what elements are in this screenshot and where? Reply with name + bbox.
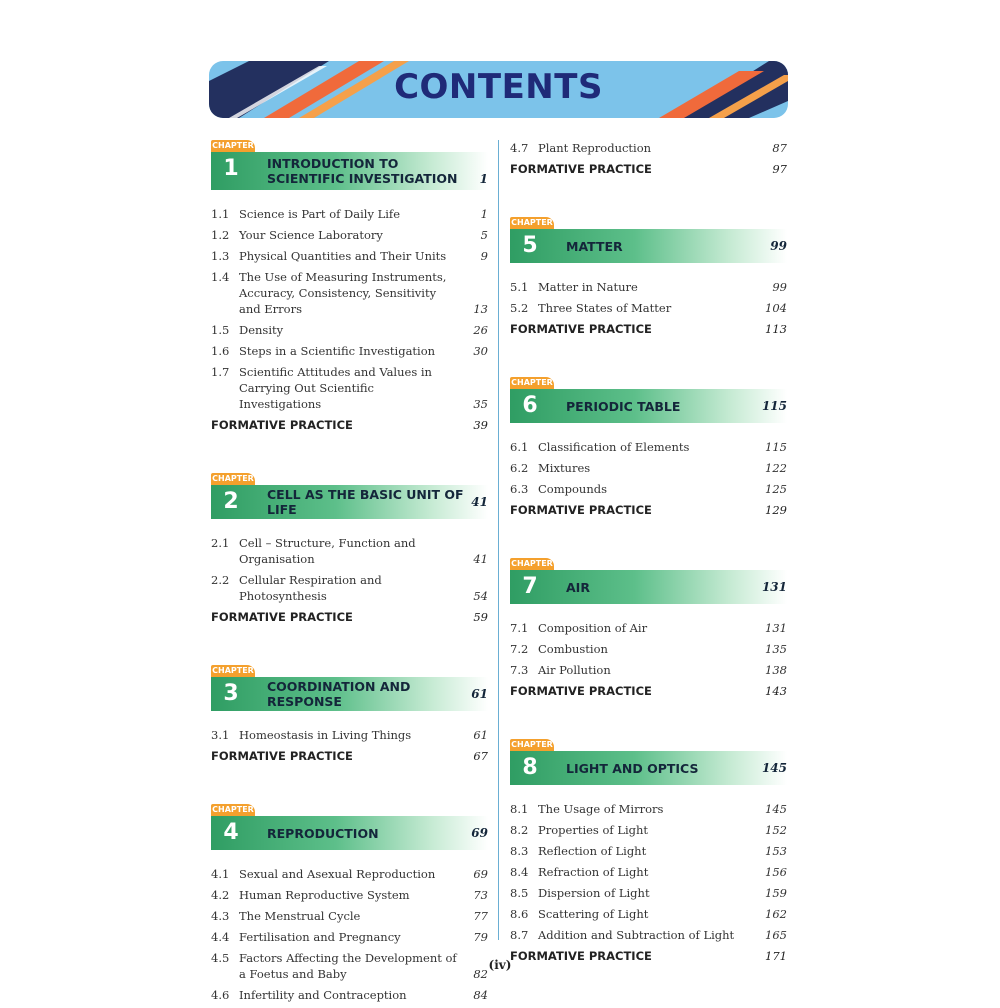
section-title: Mixtures (538, 461, 591, 475)
section-entry (211, 248, 488, 264)
section-page: 61 (473, 728, 488, 742)
section-entry (211, 866, 488, 882)
section-page: 87 (772, 141, 787, 155)
chapter-page: 145 (761, 761, 787, 775)
section-title: The Menstrual Cycle (239, 909, 361, 923)
chapter-page: 131 (761, 580, 787, 594)
section-number: 4.6 (211, 988, 230, 1002)
page-title: CONTENTS (394, 67, 603, 107)
section-page: 13 (473, 302, 488, 316)
section-page: 138 (765, 663, 787, 677)
section-number: 8.6 (510, 907, 529, 921)
section-entry (211, 206, 488, 222)
column-divider (498, 140, 499, 940)
section-title: Fertilisation and Pregnancy (239, 930, 401, 944)
chapter-header-7 (510, 558, 787, 608)
section-entry (211, 929, 488, 945)
chapter-tag: CHAPTER (511, 378, 553, 387)
section-number: 4.7 (510, 141, 529, 155)
chapter-header-8 (510, 739, 787, 789)
section-page: 104 (765, 301, 787, 315)
chapter-page: 99 (770, 239, 787, 253)
section-number: 1.4 (211, 270, 230, 284)
section-title: Plant Reproduction (538, 141, 652, 155)
section-number: 8.7 (510, 928, 529, 942)
section-number: 4.2 (211, 888, 230, 902)
formative-practice-label: FORMATIVE PRACTICE (211, 610, 353, 624)
section-entry (510, 906, 787, 922)
formative-practice-page: 97 (772, 162, 787, 176)
formative-practice-entry (211, 748, 488, 764)
section-number: 1.1 (211, 207, 230, 221)
section-number: 7.3 (510, 663, 529, 677)
section-page: 159 (765, 886, 787, 900)
section-entry (510, 885, 787, 901)
section-page: 30 (473, 344, 488, 358)
section-number: 4.4 (211, 930, 230, 944)
section-title: Your Science Laboratory (239, 228, 383, 242)
section-title: Addition and Subtraction of Light (538, 928, 735, 942)
section-title: Classification of Elements (538, 440, 690, 454)
chapter-title: INTRODUCTION TO SCIENTIFIC INVESTIGATION (267, 156, 458, 186)
section-page: 84 (473, 988, 488, 1002)
section-title: Scientific Attitudes and Values in Carrying Out Scientific Investigations (239, 365, 432, 411)
formative-practice-page: 59 (473, 610, 488, 624)
chapter-title: MATTER (566, 238, 623, 254)
section-title: Compounds (538, 482, 607, 496)
section-number: 2.2 (211, 573, 230, 587)
formative-practice-label: FORMATIVE PRACTICE (211, 418, 353, 432)
spacer (510, 518, 787, 558)
chapter-number: 3 (223, 681, 239, 706)
spacer (211, 764, 488, 804)
section-number: 6.2 (510, 461, 529, 475)
section-number: 3.1 (211, 728, 230, 742)
formative-practice-entry (211, 417, 488, 433)
spacer (510, 337, 787, 377)
section-page: 165 (765, 928, 787, 942)
section-entry (510, 662, 787, 678)
section-entry (211, 908, 488, 924)
chapter-title: AIR (566, 579, 590, 595)
section-number: 5.1 (510, 280, 529, 294)
section-entry (211, 343, 488, 359)
section-page: 9 (480, 249, 488, 263)
page-number: (iv) (488, 958, 512, 972)
section-title: Steps in a Scientific Investigation (239, 344, 436, 358)
section-entry (211, 572, 488, 604)
spacer (211, 433, 488, 473)
section-page: 99 (772, 280, 787, 294)
section-entry (211, 887, 488, 903)
section-title: Factors Affecting the Development of a Foetus and Baby (239, 951, 457, 981)
section-page: 35 (473, 397, 488, 411)
section-page: 73 (473, 888, 488, 902)
formative-practice-page: 129 (765, 503, 787, 517)
section-title: Homeostasis in Living Things (239, 728, 412, 742)
section-title: Density (239, 323, 284, 337)
formative-practice-entry (510, 161, 787, 177)
section-title: The Usage of Mirrors (538, 802, 664, 816)
chapter-tag: CHAPTER (212, 666, 254, 675)
section-page: 156 (765, 865, 787, 879)
section-entry (510, 822, 787, 838)
section-page: 145 (765, 802, 787, 816)
section-title: Infertility and Contraception (239, 988, 407, 1002)
formative-practice-label: FORMATIVE PRACTICE (211, 749, 353, 763)
section-entry (211, 987, 488, 1003)
section-number: 1.2 (211, 228, 230, 242)
section-title: Refraction of Light (538, 865, 649, 879)
chapter-tag: CHAPTER (511, 218, 553, 227)
section-page: 131 (765, 621, 787, 635)
formative-practice-entry (510, 502, 787, 518)
section-title: Dispersion of Light (538, 886, 650, 900)
formative-practice-label: FORMATIVE PRACTICE (510, 503, 652, 517)
chapter-header-3 (211, 665, 488, 715)
chapter-header-2 (211, 473, 488, 523)
section-number: 2.1 (211, 536, 230, 550)
chapter-title: CELL AS THE BASIC UNIT OF LIFE (267, 487, 464, 517)
section-page: 54 (473, 589, 488, 603)
section-page: 77 (473, 909, 488, 923)
section-entry (510, 460, 787, 476)
chapter-tag: CHAPTER (212, 141, 254, 150)
spacer (510, 271, 787, 279)
spacer (211, 719, 488, 727)
chapter-number: 8 (522, 755, 538, 780)
chapter-title: LIGHT AND OPTICS (566, 760, 699, 776)
left-column (211, 140, 488, 1008)
chapter-number: 7 (522, 574, 538, 599)
section-entry (510, 864, 787, 880)
formative-practice-label: FORMATIVE PRACTICE (510, 949, 652, 963)
spacer (510, 177, 787, 217)
section-page: 115 (765, 440, 787, 454)
section-number: 1.5 (211, 323, 230, 337)
section-title: Matter in Nature (538, 280, 638, 294)
section-page: 122 (765, 461, 787, 475)
formative-practice-label: FORMATIVE PRACTICE (510, 162, 652, 176)
chapter-page: 69 (471, 826, 488, 840)
section-number: 4.5 (211, 951, 230, 965)
section-entry (211, 227, 488, 243)
section-entry (510, 140, 787, 156)
section-entry (211, 269, 488, 317)
section-page: 1 (480, 207, 488, 221)
formative-practice-page: 67 (473, 749, 488, 763)
right-column (510, 140, 787, 964)
section-title: Composition of Air (538, 621, 648, 635)
section-entry (510, 481, 787, 497)
contents-banner (209, 61, 788, 118)
chapter-number: 4 (223, 820, 239, 845)
section-page: 152 (765, 823, 787, 837)
formative-practice-page: 143 (765, 684, 787, 698)
section-title: Three States of Matter (538, 301, 672, 315)
section-entry (510, 300, 787, 316)
formative-practice-page: 113 (765, 322, 787, 336)
section-number: 5.2 (510, 301, 529, 315)
section-number: 8.2 (510, 823, 529, 837)
section-number: 7.1 (510, 621, 529, 635)
chapter-page: 61 (471, 687, 488, 701)
chapter-tag: CHAPTER (511, 740, 553, 749)
chapter-title: PERIODIC TABLE (566, 398, 681, 414)
section-title: Combustion (538, 642, 608, 656)
section-title: The Use of Measuring Instruments, Accuracy, Consistency, Sensitivity and Errors (239, 270, 447, 316)
chapter-header-4 (211, 804, 488, 854)
formative-practice-entry (510, 683, 787, 699)
section-title: Cellular Respiration and Photosynthesis (239, 573, 382, 603)
chapter-number: 1 (223, 156, 239, 181)
chapter-header-1 (211, 140, 488, 194)
section-number: 6.1 (510, 440, 529, 454)
section-entry (510, 279, 787, 295)
chapter-page: 115 (761, 399, 787, 413)
section-entry (211, 727, 488, 743)
section-number: 8.4 (510, 865, 529, 879)
section-entry (510, 927, 787, 943)
section-title: Science is Part of Daily Life (239, 207, 400, 221)
section-page: 82 (473, 967, 488, 981)
spacer (211, 198, 488, 206)
section-number: 8.3 (510, 844, 529, 858)
formative-practice-entry (510, 321, 787, 337)
section-page: 41 (473, 552, 488, 566)
chapter-number: 5 (522, 233, 538, 258)
chapter-tag: CHAPTER (212, 805, 254, 814)
formative-practice-label: FORMATIVE PRACTICE (510, 322, 652, 336)
section-number: 6.3 (510, 482, 529, 496)
spacer (211, 625, 488, 665)
section-title: Cell – Structure, Function and Organisation (239, 536, 416, 566)
section-number: 4.1 (211, 867, 230, 881)
section-number: 1.6 (211, 344, 230, 358)
spacer (510, 612, 787, 620)
spacer (510, 699, 787, 739)
chapter-number: 6 (522, 393, 538, 418)
section-page: 69 (473, 867, 488, 881)
section-entry (510, 801, 787, 817)
formative-practice-entry (211, 609, 488, 625)
section-entry (211, 364, 488, 412)
section-entry (211, 322, 488, 338)
formative-practice-page: 39 (473, 418, 488, 432)
section-number: 8.5 (510, 886, 529, 900)
section-title: Human Reproductive System (239, 888, 410, 902)
section-number: 1.3 (211, 249, 230, 263)
section-page: 125 (765, 482, 787, 496)
section-page: 162 (765, 907, 787, 921)
chapter-title: REPRODUCTION (267, 825, 379, 841)
section-entry (510, 641, 787, 657)
section-title: Sexual and Asexual Reproduction (239, 867, 436, 881)
section-page: 5 (480, 228, 488, 242)
section-page: 153 (765, 844, 787, 858)
section-number: 4.3 (211, 909, 230, 923)
section-page: 135 (765, 642, 787, 656)
section-title: Physical Quantities and Their Units (239, 249, 447, 263)
section-number: 7.2 (510, 642, 529, 656)
spacer (211, 858, 488, 866)
chapter-tag: CHAPTER (212, 474, 254, 483)
chapter-tag: CHAPTER (511, 559, 553, 568)
chapter-number: 2 (223, 489, 239, 514)
section-title: Air Pollution (538, 663, 611, 677)
formative-practice-label: FORMATIVE PRACTICE (510, 684, 652, 698)
spacer (510, 793, 787, 801)
section-entry (510, 620, 787, 636)
section-entry (510, 843, 787, 859)
chapter-title: COORDINATION AND RESPONSE (267, 679, 411, 709)
spacer (510, 431, 787, 439)
section-entry (510, 439, 787, 455)
section-number: 8.1 (510, 802, 529, 816)
section-number: 1.7 (211, 365, 230, 379)
spacer (211, 527, 488, 535)
section-page: 79 (473, 930, 488, 944)
section-page: 26 (473, 323, 488, 337)
chapter-page: 41 (471, 495, 488, 509)
section-entry (211, 535, 488, 567)
chapter-header-5 (510, 217, 787, 267)
section-title: Reflection of Light (538, 844, 647, 858)
chapter-page: 1 (479, 172, 488, 186)
chapter-header-6 (510, 377, 787, 427)
formative-practice-page: 171 (765, 949, 787, 963)
section-title: Properties of Light (538, 823, 649, 837)
section-title: Scattering of Light (538, 907, 649, 921)
